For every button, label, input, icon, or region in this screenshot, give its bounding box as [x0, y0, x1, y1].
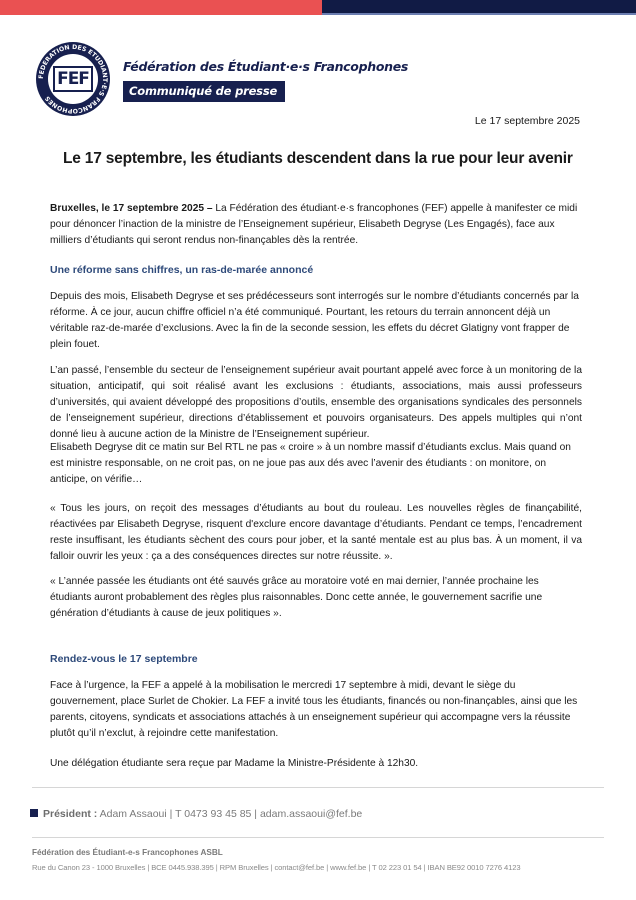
top-bar-accent-line — [322, 13, 636, 15]
quote-text: « L’année passée les étudiants ont été sauvés grâce au moratoire voté en mai dernier, l’année prochaine les étudiants auront probablement des règles plus raisonnables. Donc cette année, le gouvernement sacrifie une génération d’étudiants à cause de jeux politiques ». — [50, 576, 543, 619]
president-info: Adam Assaoui | T 0473 93 45 85 | adam.assaoui@fef.be — [97, 808, 363, 820]
org-name: Fédération des Étudiant·e·s Francophones — [123, 59, 409, 74]
paragraph — [50, 440, 582, 488]
svg-text:FEDERATION DES ETUDIANT·E·S FR: FEDERATION DES ETUDIANT·E·S FRANCOPHONES — [37, 43, 109, 115]
footer-divider — [32, 787, 604, 788]
paragraph-text: Face à l’urgence, la FEF a appelé à la mobilisation le mercredi 17 septembre à midi, devant le siège du gouvernement, place Surlet de Chokier. La FEF a invité tous les étudiants, financés ou non-finançables, ainsi que les parents, citoyens, syndicats et associations attachés à un enseignement supérieur qui accompagne vers la réussite plutôt qu’il n’exclut, à rejoindre cette manifestation. — [50, 680, 578, 739]
lead-text: La Fédération des étudiant·e·s francophones (FEF) appelle à manifester ce midi pour dénoncer l’inaction de la ministre de l’Enseignement supérieur, Elisabeth Degryse (Les Engagés), face aux milliers d’étudiants qui seront rendus non-finançables dès la rentrée. — [50, 203, 578, 246]
lead-paragraph — [50, 201, 582, 249]
press-release-badge: Communiqué de presse — [123, 81, 285, 102]
logo-ring-icon — [36, 42, 110, 116]
quote-text: « Tous les jours, on reçoit des messages d’étudiants au bout du rouleau. Les nouvelles règles de finançabilité, réactivées par Elisabeth Degryse, risquent d'exclure encore davantage d’étudiants. Pendant ce temps, l’encadrement reste insuffisant, les étudiants sèchent des cours pour jober, et la santé mentale est au plus bas. À un moment, il va falloir ouvrir les yeux : ça a des conséquences directes sur notre réussite. ». — [50, 503, 582, 562]
paragraph — [50, 678, 582, 742]
section-heading-rendezvous: Rendez-vous le 17 septembre — [50, 653, 198, 665]
paragraph — [50, 756, 582, 772]
top-bar-red — [0, 0, 322, 15]
section-heading-reform: Une réforme sans chiffres, un ras-de-marée annoncé — [50, 264, 314, 276]
lead-dateline: Bruxelles, le 17 septembre 2025 – — [50, 203, 213, 214]
paragraph — [50, 363, 582, 443]
logo-letters: FEF — [53, 66, 93, 92]
president-label: Président : — [43, 808, 98, 820]
document-title: Le 17 septembre, les étudiants descendent dans la rue pour leur avenir — [63, 150, 573, 167]
paragraph-text: Elisabeth Degryse dit ce matin sur Bel RTL ne pas « croire » à un nombre massif d’étudiants exclus. Mais quand on est ministre responsable, on ne croit pas, on ne joue pas aux dés avec l’avenir des étudiants : on monitore, on anticipe, on vérifie… — [50, 442, 571, 485]
document-date: Le 17 septembre 2025 — [474, 115, 580, 127]
paragraph-text: Depuis des mois, Elisabeth Degryse et ses prédécesseurs sont interrogés sur le nombre d’étudiants concernés par la réforme. À ce jour, aucun chiffre officiel n’a été communiqué. Pourtant, les retours du terrain annoncent déjà un véritable raz-de-marée d’exclusions. Avec la fin de la seconde session, les effets du décret Glatigny vont frapper de plein fouet. — [50, 291, 579, 350]
quote-paragraph — [50, 501, 582, 565]
paragraph-text: L’an passé, l’ensemble du secteur de l’enseignement supérieur avait pourtant appelé avec force à un monitoring de la situation, anticipatif, qui soit réalisé avant les exclusions : étudiants, associations, mais aussi professeurs d’universités, qui avaient développé des propositions d’outils, ensemble des organisations syndicales des personnels de l’enseignement supérieur, directions d’établissement et pouvoirs organisateurs. Des appels multiples qui n’ont donné lieu à aucune action de la Ministre de l’Enseignement supérieur. — [50, 365, 582, 440]
footer-divider — [32, 837, 604, 838]
footer-org-name: Fédération des Étudiant-e-s Francophones ASBL — [32, 848, 223, 857]
paragraph — [50, 289, 582, 353]
paragraph-text: Une délégation étudiante sera reçue par Madame la Ministre-Présidente à 12h30. — [50, 758, 419, 769]
square-bullet-icon — [30, 809, 38, 817]
quote-paragraph — [50, 574, 582, 622]
fef-logo — [36, 42, 110, 116]
footer-address: Rue du Canon 23 - 1000 Bruxelles | BCE 0445.938.395 | RPM Bruxelles | contact@fef.be | www.fef.be | T 02 223 01 54 | IBAN BE92 0010 7276 4123 — [32, 863, 521, 872]
president-contact — [30, 808, 362, 820]
